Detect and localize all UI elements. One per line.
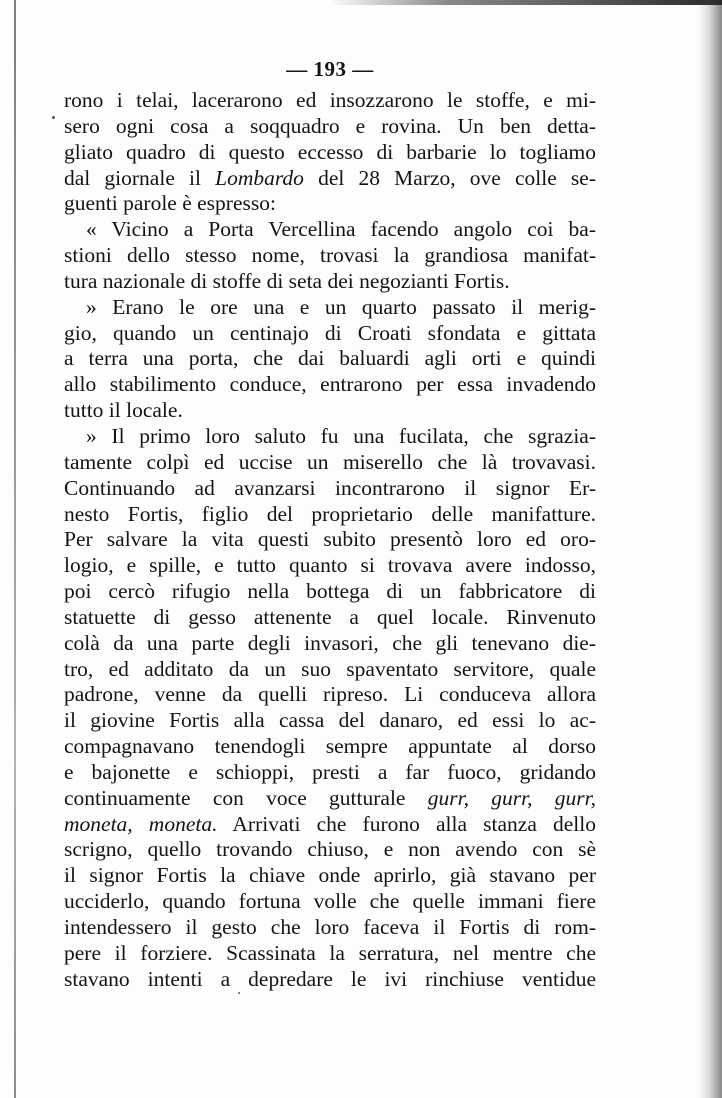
text-line: tro, ed additato da un suo spaventato servitore, quale (64, 656, 596, 681)
italic-text-run: gurr, gurr, gurr, (427, 785, 596, 810)
text-line: intendessero il gesto che loro faceva il Fortis di rom- (64, 915, 596, 939)
text-run: del 28 Marzo, ove colle se- (303, 165, 597, 190)
text-line (64, 812, 596, 838)
text-line: il signor Fortis la chiave onde aprirlo, già stavano per (64, 863, 596, 888)
text-run: continuamente con voce gutturale (64, 785, 428, 810)
text-line: il giovine Fortis alla cassa del danaro, ed essi lo ac- (64, 708, 596, 733)
text-line: poi cercò rifugio nella bottega di un fabbricatore di (64, 579, 596, 604)
text-line: ucciderlo, quando fortuna volle che quelle immani fiere (64, 889, 596, 914)
text-line: « Vicino a Porta Vercellina facendo angolo coi ba- (86, 217, 596, 242)
page-right-shadow (698, 0, 722, 1098)
italic-text-run: moneta, moneta. (64, 811, 218, 836)
text-run: Arrivati che furono alla stanza dello (217, 811, 596, 836)
text-line (64, 786, 596, 812)
body-text (64, 88, 596, 993)
text-line: sero ogni cosa a soqquadro e rovina. Un ben detta- (64, 113, 596, 138)
text-line: stavano intenti a depredare le ivi rinchiuse ventidue (64, 966, 596, 991)
page-left-edge (14, 0, 16, 1098)
text-line: Continuando ad avanzarsi incontrarono il signor Er- (64, 475, 596, 500)
text-line: Per salvare la vita questi subito presentò loro ed oro- (64, 527, 596, 552)
text-line: scrigno, quello trovando chiuso, e non avendo con sè (64, 837, 596, 862)
text-line: tura nazionale di stoffe di seta dei negozianti Fortis. (64, 268, 510, 293)
paper-speck (52, 116, 55, 119)
page-top-edge (330, 0, 722, 5)
text-line: tamente colpì ed uccise un miserello che là trovavasi. (64, 449, 596, 474)
text-run: dal giornale il (64, 165, 216, 190)
text-line: gio, quando un centinajo di Croati sfondata e gittata (64, 320, 596, 345)
text-line (64, 166, 596, 192)
text-line: statuette di gesso attenente a quel locale. Rinvenuto (64, 604, 596, 629)
text-line: compagnavano tenendogli sempre appuntate al dorso (64, 734, 596, 759)
page-number: — 193 — (286, 57, 374, 81)
text-line: allo stabilimento conduce, entrarono per essa invadendo (64, 372, 596, 397)
text-line: logio, e spille, e tutto quanto si trovava avere indosso, (64, 553, 596, 578)
text-line: a terra una porta, che dai baluardi agli orti e quindi (64, 346, 596, 371)
text-line: pere il forziere. Scassinata la serratura, nel mentre che (64, 940, 596, 965)
text-line: » Erano le ore una e un quarto passato il merig- (86, 294, 596, 319)
text-line: guenti parole è espresso: (64, 191, 276, 216)
text-line: » Il primo loro saluto fu una fucilata, che sgrazia- (86, 423, 596, 448)
text-line: padrone, venne da quelli ripreso. Li conduceva allora (64, 682, 596, 707)
italic-text-run: Lombardo (215, 165, 304, 190)
text-line: nesto Fortis, figlio del proprietario delle manifatture. (64, 501, 596, 526)
text-line: tutto il locale. (64, 398, 183, 423)
text-line: colà da una parte degli invasori, che gli tenevano die- (64, 630, 596, 655)
paper-speck (238, 992, 240, 994)
text-line: stioni dello stesso nome, trovasi la grandiosa manifat- (64, 243, 596, 268)
text-line: rono i telai, lacerarono ed insozzarono le stoffe, e mi- (64, 88, 596, 112)
text-line: gliato quadro di questo eccesso di barbarie lo togliamo (64, 139, 596, 164)
text-line: e bajonette e schioppi, presti a far fuoco, gridando (64, 759, 596, 784)
